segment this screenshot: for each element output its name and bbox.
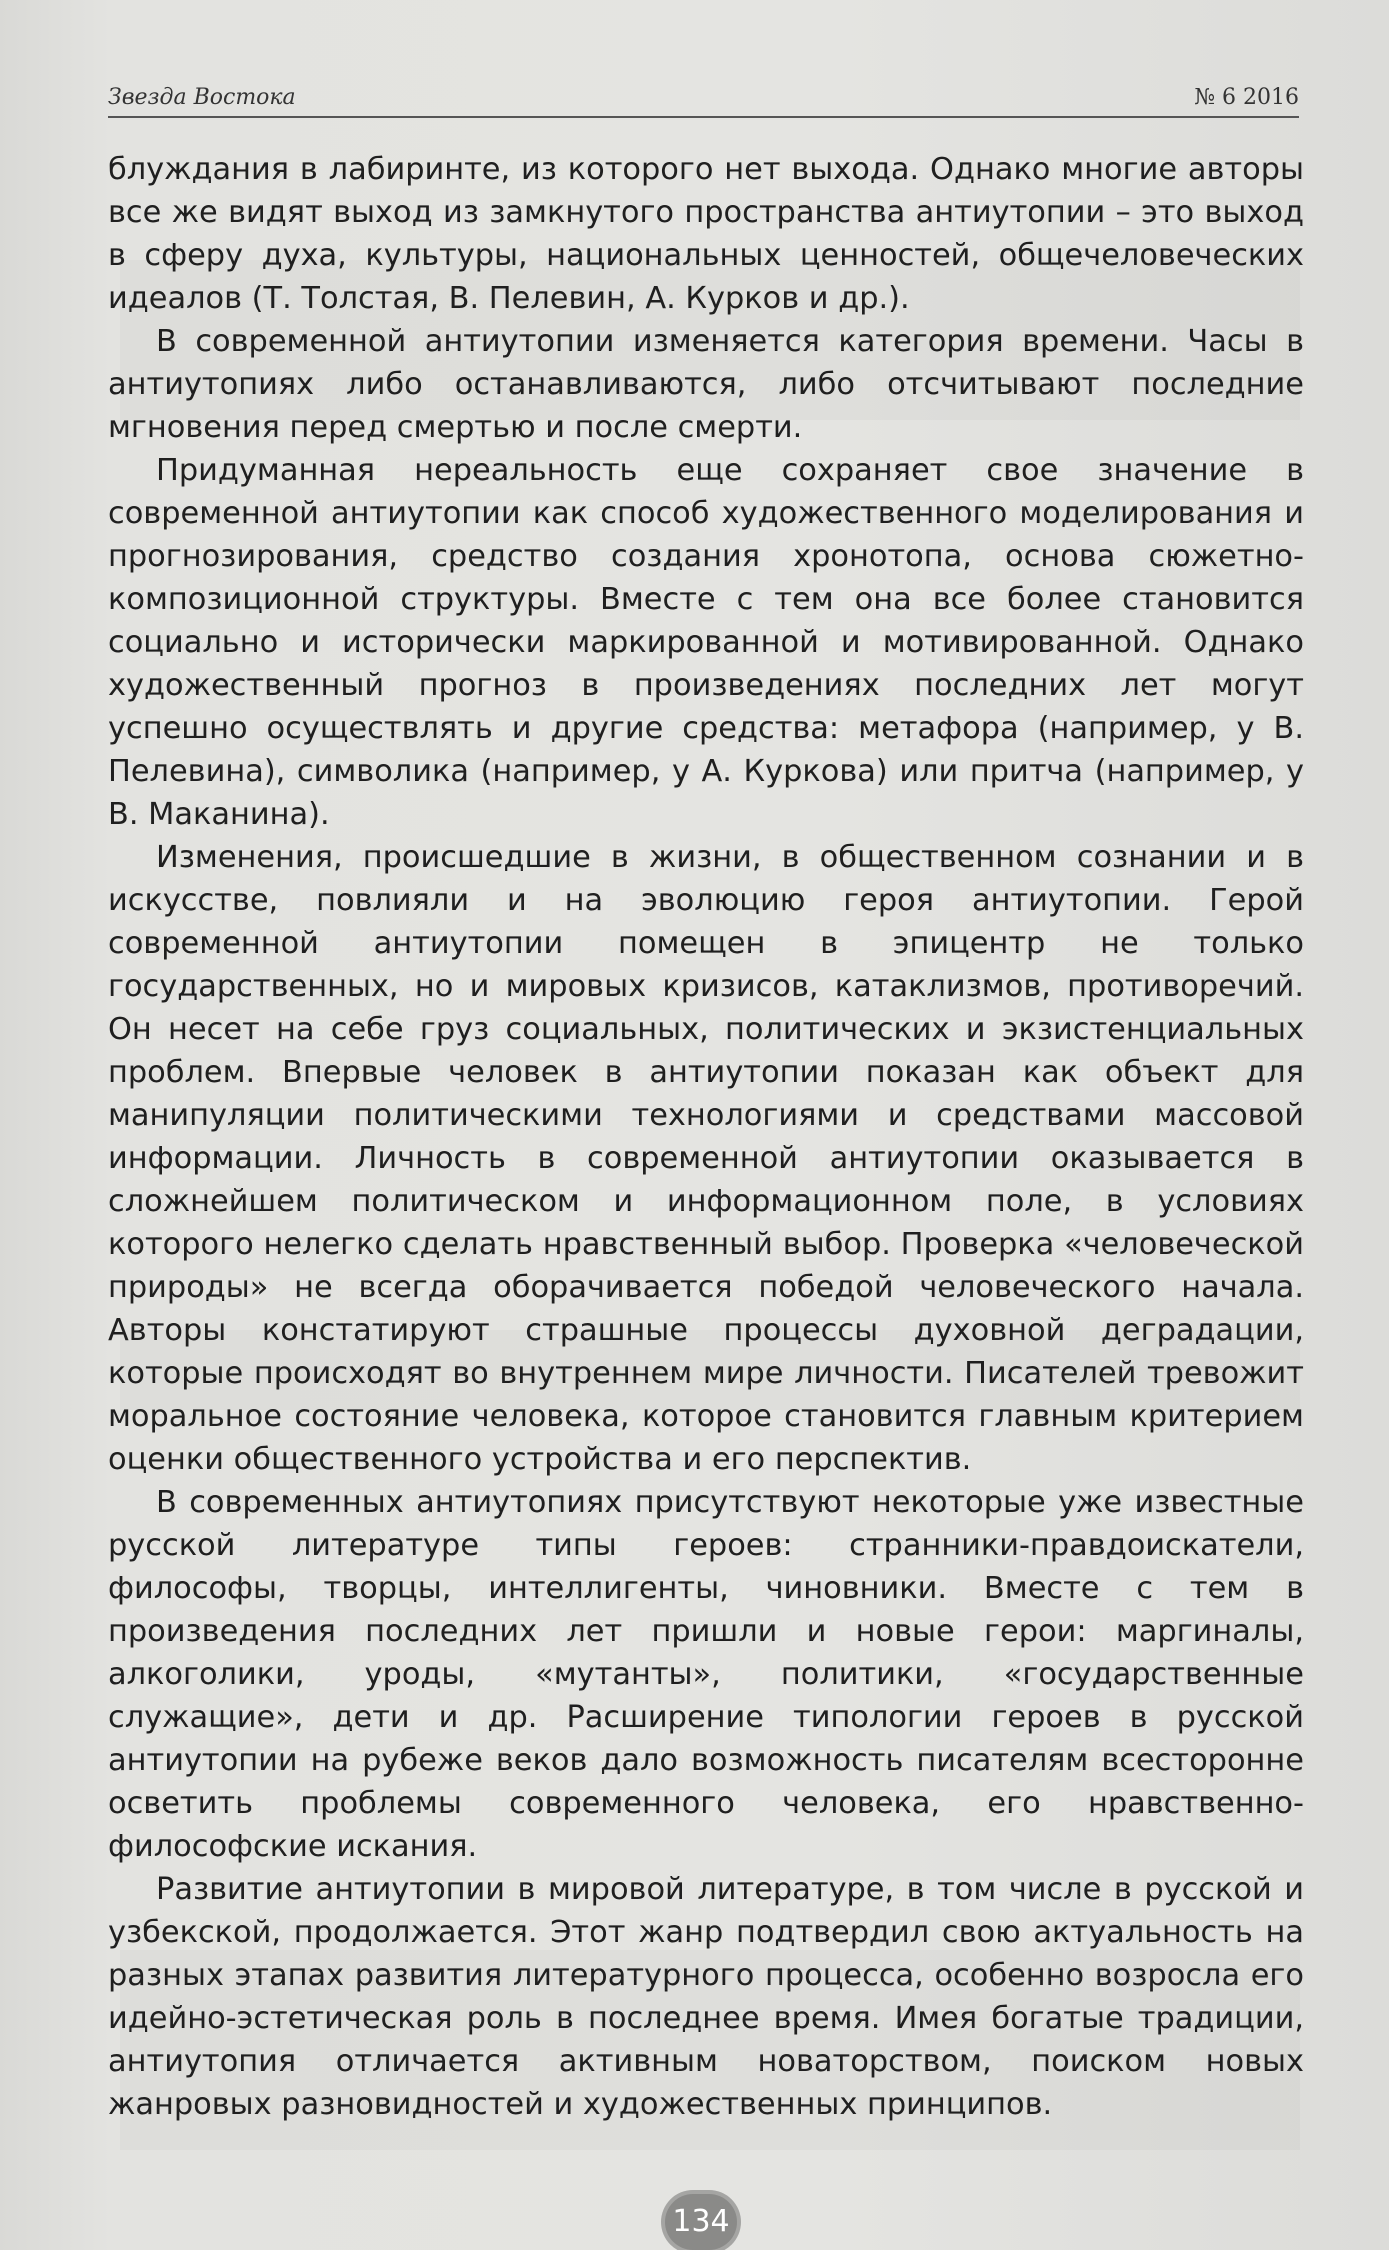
- journal-title: Звезда Востока: [108, 85, 296, 110]
- running-header: [108, 78, 1299, 118]
- issue-number: № 6 2016: [1194, 85, 1299, 110]
- paragraph: Развитие антиутопии в мировой литературе, в том числе в русской и узбекской, продолжается. Этот жанр подтвердил свою актуальность на разных этапах развития литературного процесса, особенно возросла его идейно-эстетическая роль в последнее время. Имея богатые традиции, антиутопия отличается активным новаторством, поиском новых жанровых разновидностей и художественных принципов.: [108, 1872, 1304, 2122]
- paragraph: блуждания в лабиринте, из которого нет выхода. Однако многие авторы все же видят выход из замкнутого пространства антиутопии – это выход в сферу духа, культуры, национальных ценностей, общечеловеческих идеалов (Т. Толстая, В. Пелевин, А. Курков и др.).: [108, 152, 1304, 316]
- article-body: [108, 148, 1304, 2126]
- paragraph: Изменения, происшедшие в жизни, в общественном сознании и в искусстве, повлияли и на эволюцию героя антиутопии. Герой современной антиутопии помещен в эпицентр не только государственных, но и мировых кризисов, катаклизмов, противоречий. Он несет на себе груз социальных, политических и экзистенциальных проблем. Впервые человек в антиутопии показан как объект для манипуляции политическими технологиями и средствами массовой информации. Личность в современной антиутопии оказывается в сложнейшем политическом и информационном поле, в условиях которого нелегко сделать нравственный выбор. Проверка «человеческой природы» не всегда оборачивается победой человеческого начала. Авторы констатируют страшные процессы духовной деградации, которые происходят во внутреннем мире личности. Писателей тревожит моральное состояние человека, которое становится главным критерием оценки общественного устройства и его перспектив.: [108, 840, 1304, 1477]
- paragraph: В современной антиутопии изменяется категория времени. Часы в антиутопиях либо останавливаются, либо отсчитывают последние мгновения перед смертью и после смерти.: [108, 324, 1304, 445]
- paragraph: В современных антиутопиях присутствуют некоторые уже известные русской литературе типы героев: странники-правдоискатели, философы, творцы, интеллигенты, чиновники. Вместе с тем в произведения последних лет пришли и новые герои: маргиналы, алкоголики, уроды, «мутанты», политики, «государственные служащие», дети и др. Расширение типологии героев в русской антиутопии на рубеже веков дало возможность писателям всесторонне осветить проблемы современного человека, его нравственно-философские искания.: [108, 1485, 1304, 1864]
- page-number-badge: 134: [665, 2194, 737, 2250]
- paragraph: Придуманная нереальность еще сохраняет свое значение в современной антиутопии как способ художественного моделирования и прогнозирования, средство создания хронотопа, основа сюжетно-композиционной структуры. Вместе с тем она все более становится социально и исторически маркированной и мотивированной. Однако художественный прогноз в произведениях последних лет могут успешно осуществлять и другие средства: метафора (например, у В. Пелевина), символика (например, у А. Куркова) или притча (например, у В. Маканина).: [108, 453, 1304, 832]
